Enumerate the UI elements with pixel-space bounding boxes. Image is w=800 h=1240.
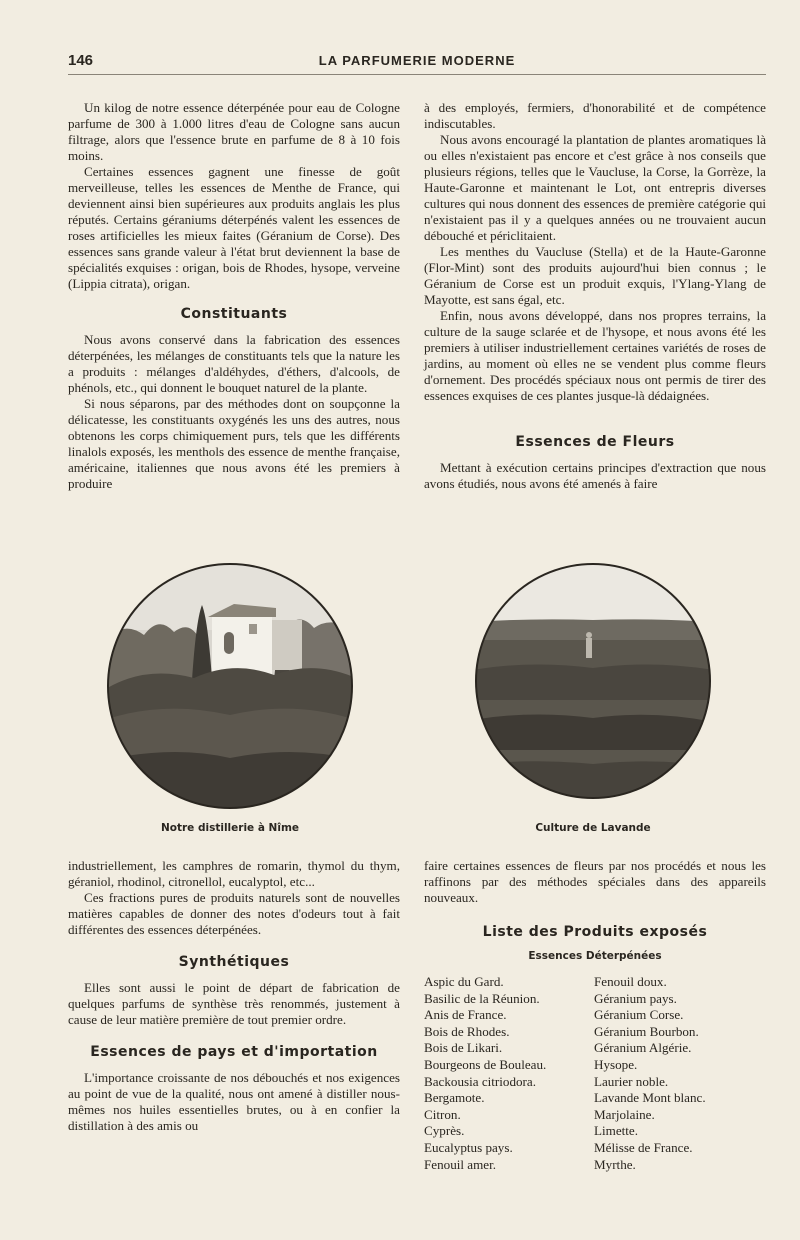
- list-item: Fenouil amer.: [424, 1156, 497, 1172]
- list-item: Backousia citriodora.: [424, 1073, 536, 1089]
- page-header: [68, 50, 766, 75]
- journal-title: LA PARFUMERIE MODERNE: [318, 53, 516, 68]
- list-item: Géranium pays.: [594, 990, 677, 1006]
- section-heading-synthetiques: Synthétiques: [178, 954, 290, 970]
- list-item: Mélisse de France.: [594, 1139, 693, 1155]
- list-item: Limette.: [594, 1123, 638, 1139]
- list-item: Citron.: [424, 1106, 461, 1122]
- paragraph: Enfin, nous avons développé, dans nos propres terrains, la culture de la sauge sclarée et de l'hysope, et nous avons été les premiers à utiliser industriellement certaines variétés de roses de jardins, au moment où elles ne se vendent plus comme fleurs d'ornement. Des procédés spéciaux nous ont permis de tirer des essences exquises de ces plantes jusque-là dédaignées.: [424, 308, 766, 403]
- list-item: Géranium Algérie.: [594, 1040, 692, 1056]
- paragraph: Mettant à exécution certains principes d'extraction que nous avons étudiés, nous avons été amenés à faire: [424, 460, 766, 491]
- paragraph: Un kilog de notre essence déterpénée pour eau de Cologne parfume de 300 à 1.000 litres d'eau de Cologne sans aucun filtrage, alors que l'essence brute en parfume de 8 à 10 fois moins.: [68, 100, 400, 163]
- list-item: Fenouil doux.: [594, 974, 667, 989]
- right-column-bottom: [424, 858, 766, 1173]
- photo-distillery: [104, 560, 356, 812]
- list-item: Basilic de la Réunion.: [424, 990, 540, 1006]
- list-item: Eucalyptus pays.: [424, 1139, 513, 1155]
- list-item: Lavande Mont blanc.: [594, 1090, 706, 1106]
- list-item: Marjolaine.: [594, 1106, 655, 1122]
- list-subheading: Essences Déterpénées: [528, 950, 662, 962]
- photo-caption-right: Culture de Lavande: [535, 822, 651, 834]
- paragraph: à des employés, fermiers, d'honorabilité et de compétence indiscutables.: [424, 100, 766, 131]
- section-heading-liste-produits: Liste des Produits exposés: [482, 924, 708, 940]
- photo-caption-left: Notre distillerie à Nîme: [160, 822, 300, 834]
- list-item: Bois de Rhodes.: [424, 1023, 510, 1039]
- list-item: Géranium Corse.: [594, 1007, 684, 1023]
- paragraph: industriellement, les camphres de romarin, thymol du thym, géraniol, rhodinol, citronellol, eucalyptol, etc...: [68, 858, 400, 889]
- list-item: Géranium Bourbon.: [594, 1023, 699, 1039]
- list-item: Bergamote.: [424, 1090, 485, 1106]
- list-item: Aspic du Gard.: [424, 974, 504, 989]
- list-item: Bourgeons de Bouleau.: [424, 1056, 547, 1072]
- product-list-column-right: [594, 974, 764, 1173]
- product-list-column-left: [424, 974, 594, 1173]
- paragraph: faire certaines essences de fleurs par nos procédés et nous les raffinons par des méthodes spéciales dans des appareils nouveaux.: [424, 858, 766, 905]
- paragraph: Certaines essences gagnent une finesse de goût merveilleuse, telles les essences de Menthe de France, qui deviennent ainsi bien supérieures aux produits anglais les plus réputés. Certains géraniums déterpénés valent les essences de roses artificielles les mieux faites (Géranium de Corse). Des essences sans grande valeur à l'état brut deviennent la base de spécialités exquises : origan, bois de Rhodes, hysope, verveine (Lippia citrata), origan.: [68, 164, 400, 291]
- paragraph: Elles sont aussi le point de départ de fabrication de quelques parfums de synthèse très renommés, justement à cause de leur matière première de tout premier ordre.: [68, 980, 400, 1027]
- paragraph: Ces fractions pures de produits naturels sont de nouvelles matières capables de donner des notes d'odeurs tout à fait différentes des essences déterpénées.: [68, 890, 400, 937]
- paragraph: Nous avons conservé dans la fabrication des essences déterpénées, les mélanges de constituants tels que la nature les a produits : mélanges d'aldéhydes, d'éthers, d'alcools, de phénols, etc., qui donnent le bouquet naturel de la plante.: [68, 332, 400, 395]
- paragraph: Nous avons encouragé la plantation de plantes aromatiques là ou elles n'existaient pas encore et c'est grâce à nos conseils que plusieurs régions, telles que le Vaucluse, la Corse, la Gorrèze, la Haute-Garonne et maintenant le Lot, ont entrepris diverses cultures qui nous donnent des essences de première catégorie qui n'existaient pas il y a quelques années ou ne trouvaient aucun débouché et périclitaient.: [424, 132, 766, 243]
- page-number: 146: [68, 52, 94, 69]
- section-heading-essences-de-fleurs: Essences de Fleurs: [515, 434, 675, 450]
- right-column-top: [424, 100, 766, 492]
- section-heading-constituants: Constituants: [180, 306, 288, 322]
- list-item: Cyprès.: [424, 1123, 465, 1139]
- left-column-bottom: [68, 858, 400, 1134]
- paragraph: Les menthes du Vaucluse (Stella) et de la Haute-Garonne (Flor-Mint) sont des produits aujourd'hui bien connus ; le Géranium de Corse est un produit exquis, l'Ylang-Ylang de Mayotte, est sans égal, etc.: [424, 244, 766, 307]
- paragraph: L'importance croissante de nos débouchés et nos exigences au point de vue de la qualité, nous ont amené à distiller nous-mêmes nos huiles essentielles brutes, ou à en confier la distillation à des amis ou: [68, 1070, 400, 1133]
- list-item: Laurier noble.: [594, 1073, 669, 1089]
- list-item: Hysope.: [594, 1056, 638, 1072]
- list-item: Bois de Likari.: [424, 1040, 503, 1056]
- photo-lavender: [472, 560, 714, 802]
- section-heading-essences-pays: Essences de pays et d'importation: [90, 1044, 378, 1060]
- list-item: Myrthe.: [594, 1156, 636, 1172]
- paragraph: Si nous séparons, par des méthodes dont on soupçonne la délicatesse, les constituants oxygénés les uns des autres, nous obtenons les corps chimiquement purs, tels que les différents linalols exposés, les menthols des essence de menthe française, américaine, italiennes que nous avons été les premiers à produire: [68, 396, 400, 491]
- left-column-top: [68, 100, 400, 492]
- product-list: [424, 974, 766, 1173]
- list-item: Anis de France.: [424, 1007, 507, 1023]
